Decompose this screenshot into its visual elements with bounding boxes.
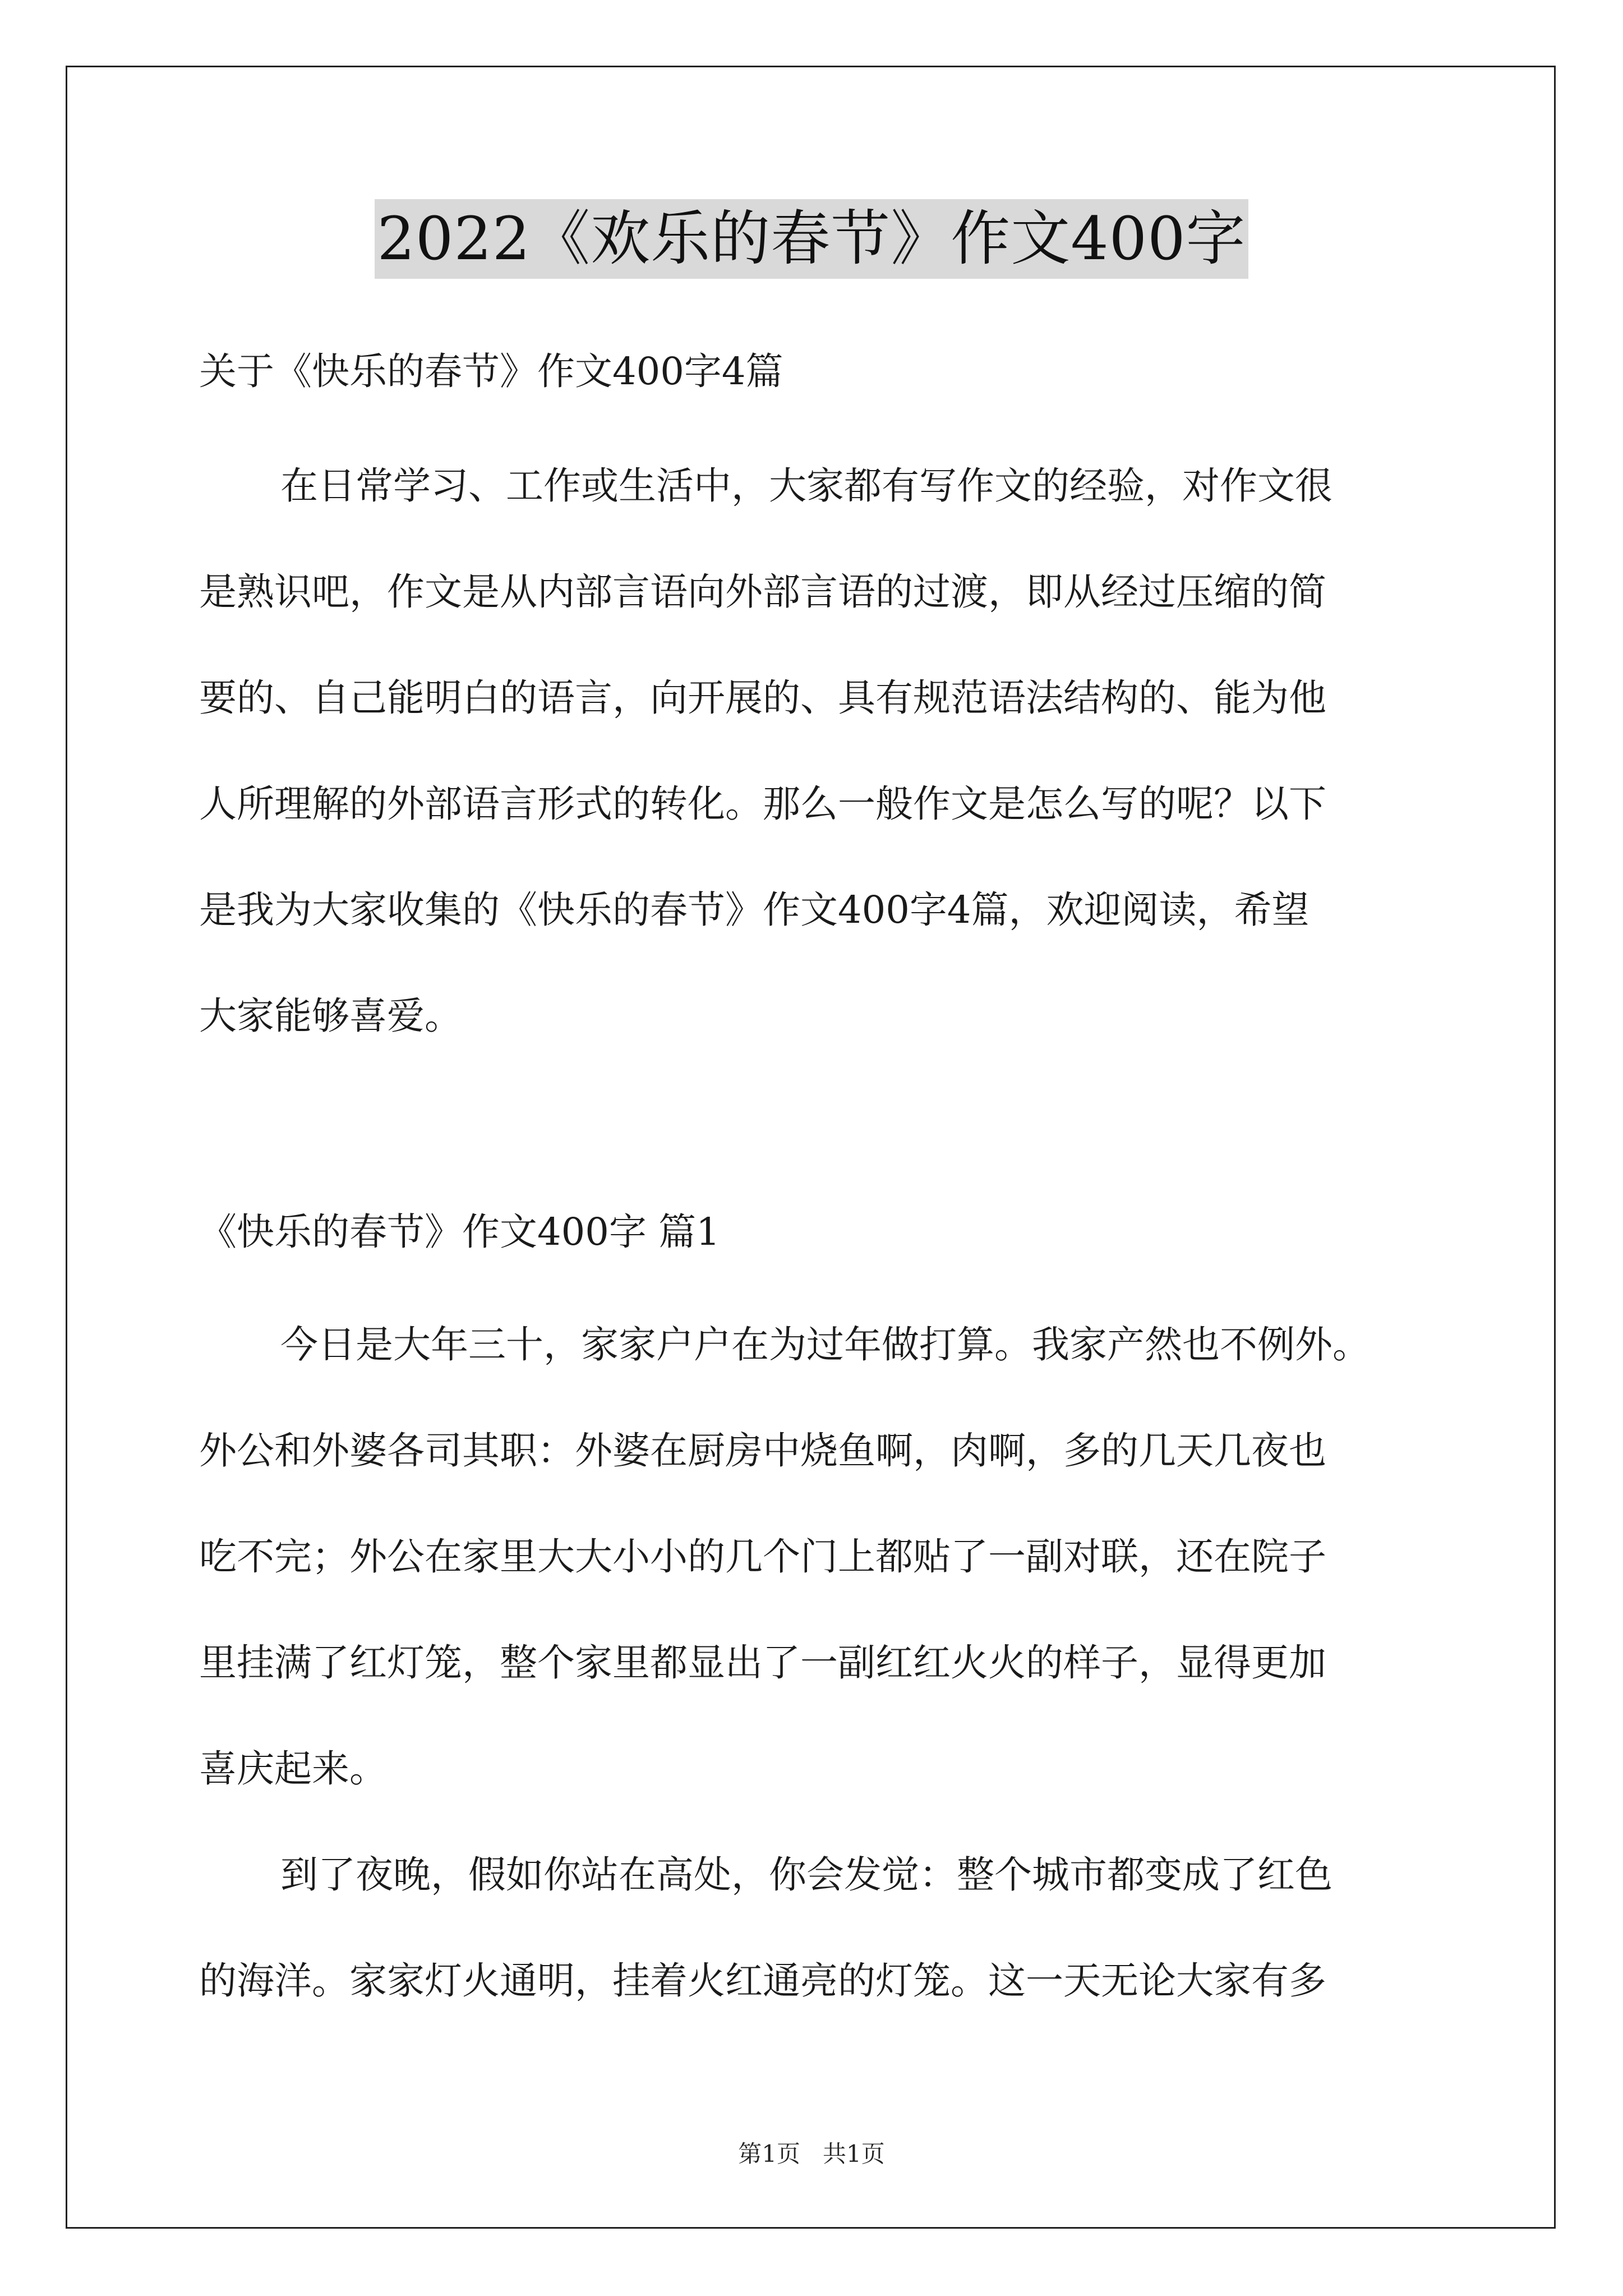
paragraph-line: 里挂满了红灯笼，整个家里都显出了一副红红火火的样子，显得更加 [199,1641,1326,1685]
title-container [0,199,1623,279]
intro-heading: 关于《快乐的春节》作文400字4篇 [199,349,783,393]
page-footer [0,2140,1623,2168]
intro-line: 是我为大家收集的《快乐的春节》作文400字4篇，欢迎阅读，希望 [199,888,1310,932]
paragraph-line: 到了夜晚，假如你站在高处，你会发觉：整个城市都变成了红色 [280,1853,1332,1897]
paragraph-line: 今日是大年三十，家家户户在为过年做打算。我家产然也不例外。 [280,1323,1370,1366]
paragraph-line: 的海洋。家家灯火通明，挂着火红通亮的灯笼。这一天无论大家有多 [199,1959,1326,2003]
intro-line: 是熟识吧，作文是从内部言语向外部言语的过渡，即从经过压缩的简 [199,570,1326,614]
paragraph-line: 外公和外婆各司其职：外婆在厨房中烧鱼啊，肉啊，多的几天几夜也 [199,1429,1326,1473]
intro-line: 在日常学习、工作或生活中，大家都有写作文的经验，对作文很 [280,464,1332,508]
intro-line: 人所理解的外部语言形式的转化。那么一般作文是怎么写的呢？以下 [199,782,1326,826]
document-title: 2022《欢乐的春节》作文400字 [375,199,1248,279]
paragraph-line: 喜庆起来。 [199,1747,387,1791]
intro-line: 要的、自己能明白的语言，向开展的、具有规范语法结构的、能为他 [199,676,1326,720]
page-total: 共1页 [823,2140,885,2168]
paragraph-line: 吃不完；外公在家里大大小小的几个门上都贴了一副对联，还在院子 [199,1535,1326,1579]
intro-line: 大家能够喜爱。 [199,994,462,1038]
section-heading: 《快乐的春节》作文400字 篇1 [199,1210,720,1254]
page-number: 第1页 [738,2140,800,2168]
